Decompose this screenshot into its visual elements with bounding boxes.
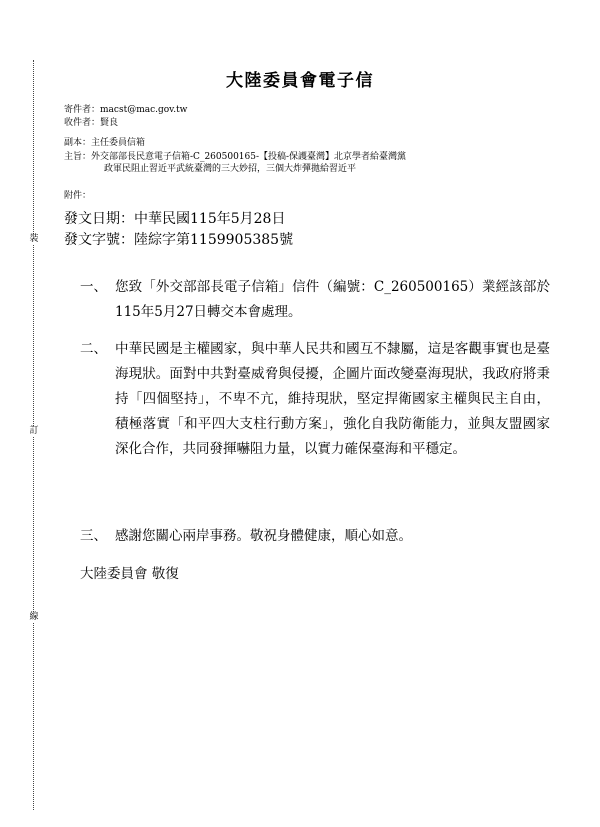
paragraph-1 [80,275,550,325]
issue-number-value: 陸綜字第1159905385號 [134,232,294,248]
paragraph-number: 二、 [80,341,107,357]
issue-date-row [64,210,285,228]
issue-date-value: 中華民國115年5月28日 [134,211,286,227]
recipient-row [64,117,564,129]
issue-number-label: 發文字號： [64,232,134,248]
paragraph-number: 一、 [80,279,107,295]
binding-label-zhuang: 裝 [29,234,39,244]
attachment-row [64,190,564,202]
paragraph-3 [80,524,550,549]
paragraph-text: 您致「外交部部長電子信箱」信件（編號：C_260500165）業經該部於115年5月27日轉交本會處理。 [115,279,550,320]
paragraph-2 [80,337,550,462]
subject-line-1: 外交部部長民意電子信箱-C_260500165-【投稿-保護臺灣】北京學者給臺灣黨 [91,152,407,162]
cc-row [64,137,564,149]
paragraph-number: 三、 [80,528,107,544]
sender-value: macst@mac.gov.tw [100,105,188,115]
document-title: 大陸委員會電子信 [226,71,374,91]
paragraph-text: 中華民國是主權國家，與中華人民共和國互不隸屬，這是客觀事實也是臺海現狀。面對中共對臺威脅與侵擾，企圖片面改變臺海現狀，我政府將秉持「四個堅持」，不卑不亢，維持現狀，堅定捍衛國家主權與民主自由，積極落實「和平四大支柱行動方案」，強化自我防衛能力，並與友盟國家深化合作，共同發揮嚇阻力量，以實力確保臺海和平穩定。 [115,341,550,457]
cc-label: 副本： [64,138,92,148]
subject-line-2: 政軍民阻止習近平武統臺灣的三大妙招，三個大炸彈拋給習近平 [104,164,357,174]
subject-label: 主旨： [64,152,92,162]
binding-label-xian: 線 [29,612,39,622]
cc-value: 主任委員信箱 [91,138,146,148]
recipient-label: 收件者： [64,118,101,128]
issue-number-row [64,231,293,249]
attachment-label: 附件： [64,191,92,201]
issue-date-label: 發文日期： [64,211,134,227]
subject-row [64,151,564,175]
paragraph-text: 感謝您關心兩岸事務。敬祝身體健康，順心如意。 [115,528,412,544]
binding-label-ding: 訂 [29,426,39,436]
sender-row [64,104,564,116]
recipient-value: 賢良 [100,118,119,128]
sender-label: 寄件者： [64,105,101,115]
closing-signature: 大陸委員會 敬復 [80,566,179,582]
